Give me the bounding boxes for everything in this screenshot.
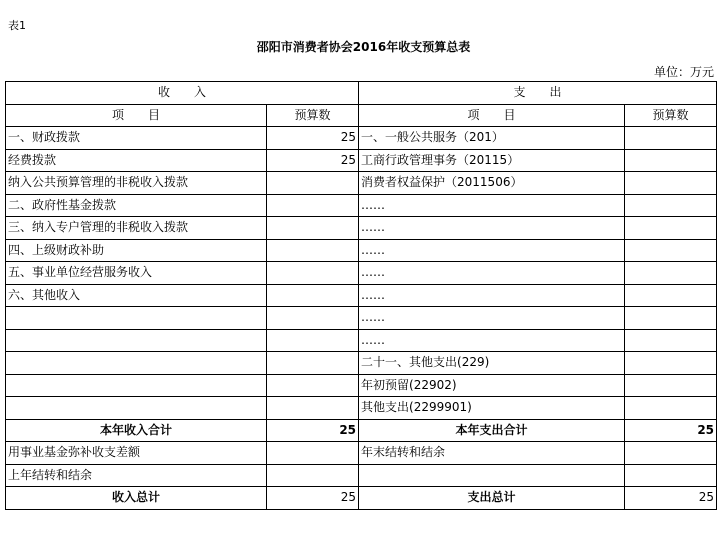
table-row <box>6 442 717 465</box>
income-value: 25 <box>267 149 359 172</box>
income-supplement-label: 用事业基金弥补收支差额 <box>6 442 267 465</box>
income-item: 五、事业单位经营服务收入 <box>6 262 267 285</box>
income-value <box>267 307 359 330</box>
budget-table <box>5 81 717 510</box>
expense-grand-total-value: 25 <box>625 487 717 510</box>
expense-empty-cell <box>359 464 625 487</box>
table-row <box>6 262 717 285</box>
expense-value <box>625 307 717 330</box>
table-row <box>6 464 717 487</box>
expense-value <box>625 149 717 172</box>
income-value <box>267 397 359 420</box>
expense-item: …… <box>359 262 625 285</box>
table-row <box>6 127 717 150</box>
income-supplement-value <box>267 442 359 465</box>
income-prev-carryover-label: 上年结转和结余 <box>6 464 267 487</box>
expense-grand-total-label: 支出总计 <box>359 487 625 510</box>
expense-value <box>625 239 717 262</box>
expense-item: 其他支出(2299901) <box>359 397 625 420</box>
table-row <box>6 194 717 217</box>
income-item: 四、上级财政补助 <box>6 239 267 262</box>
table-row <box>6 149 717 172</box>
expense-value <box>625 374 717 397</box>
table-row <box>6 239 717 262</box>
income-value <box>267 374 359 397</box>
income-grand-total-label: 收入总计 <box>6 487 267 510</box>
expense-item: …… <box>359 284 625 307</box>
table-row <box>6 397 717 420</box>
income-value <box>267 239 359 262</box>
income-budget-header: 预算数 <box>267 104 359 127</box>
income-item: 经费拨款 <box>6 149 267 172</box>
expense-item: 消费者权益保护（2011506） <box>359 172 625 195</box>
income-group-header: 收 入 <box>6 82 359 105</box>
income-value <box>267 217 359 240</box>
unit-label: 单位：万元 <box>653 65 714 79</box>
expense-value <box>625 284 717 307</box>
table-column-header-row <box>6 104 717 127</box>
expense-carryover-value <box>625 442 717 465</box>
income-value <box>267 284 359 307</box>
expense-budget-header: 预算数 <box>625 104 717 127</box>
expense-carryover-label: 年末结转和结余 <box>359 442 625 465</box>
expense-value <box>625 352 717 375</box>
income-item: 一、财政拨款 <box>6 127 267 150</box>
income-value: 25 <box>267 127 359 150</box>
income-item: 六、其他收入 <box>6 284 267 307</box>
expense-item: …… <box>359 239 625 262</box>
income-item-header: 项 目 <box>6 104 267 127</box>
expense-value <box>625 397 717 420</box>
expense-item: …… <box>359 194 625 217</box>
income-item: 纳入公共预算管理的非税收入拨款 <box>6 172 267 195</box>
income-item <box>6 307 267 330</box>
income-year-total-label: 本年收入合计 <box>6 419 267 442</box>
expense-value <box>625 262 717 285</box>
table-group-header-row <box>6 82 717 105</box>
expense-item: 年初预留(22902) <box>359 374 625 397</box>
income-prev-carryover-value <box>267 464 359 487</box>
income-item: 三、纳入专户管理的非税收入拨款 <box>6 217 267 240</box>
table-row <box>6 352 717 375</box>
expense-group-header: 支 出 <box>359 82 717 105</box>
table-row <box>6 217 717 240</box>
expense-value <box>625 172 717 195</box>
expense-value <box>625 127 717 150</box>
expense-value <box>625 217 717 240</box>
income-item: 二、政府性基金拨款 <box>6 194 267 217</box>
grand-total-row <box>6 487 717 510</box>
expense-empty-value <box>625 464 717 487</box>
income-value <box>267 262 359 285</box>
income-value <box>267 352 359 375</box>
income-item <box>6 374 267 397</box>
page-title: 邵阳市消费者协会2016年收支预算总表 <box>256 40 471 54</box>
expense-value <box>625 194 717 217</box>
expense-item-header: 项 目 <box>359 104 625 127</box>
expense-item: …… <box>359 329 625 352</box>
expense-item: 一、一般公共服务（201） <box>359 127 625 150</box>
expense-year-total-label: 本年支出合计 <box>359 419 625 442</box>
table-row <box>6 329 717 352</box>
table-row <box>6 374 717 397</box>
income-item <box>6 352 267 375</box>
income-value <box>267 194 359 217</box>
expense-value <box>625 329 717 352</box>
expense-item: …… <box>359 307 625 330</box>
table-row <box>6 284 717 307</box>
income-item <box>6 329 267 352</box>
table-label: 表1 <box>8 19 26 32</box>
income-item <box>6 397 267 420</box>
expense-item: …… <box>359 217 625 240</box>
year-total-row <box>6 419 717 442</box>
expense-item: 工商行政管理事务（20115） <box>359 149 625 172</box>
expense-item: 二十一、其他支出(229) <box>359 352 625 375</box>
table-row <box>6 172 717 195</box>
income-year-total-value: 25 <box>267 419 359 442</box>
income-value <box>267 172 359 195</box>
income-value <box>267 329 359 352</box>
table-row <box>6 307 717 330</box>
income-grand-total-value: 25 <box>267 487 359 510</box>
expense-year-total-value: 25 <box>625 419 717 442</box>
